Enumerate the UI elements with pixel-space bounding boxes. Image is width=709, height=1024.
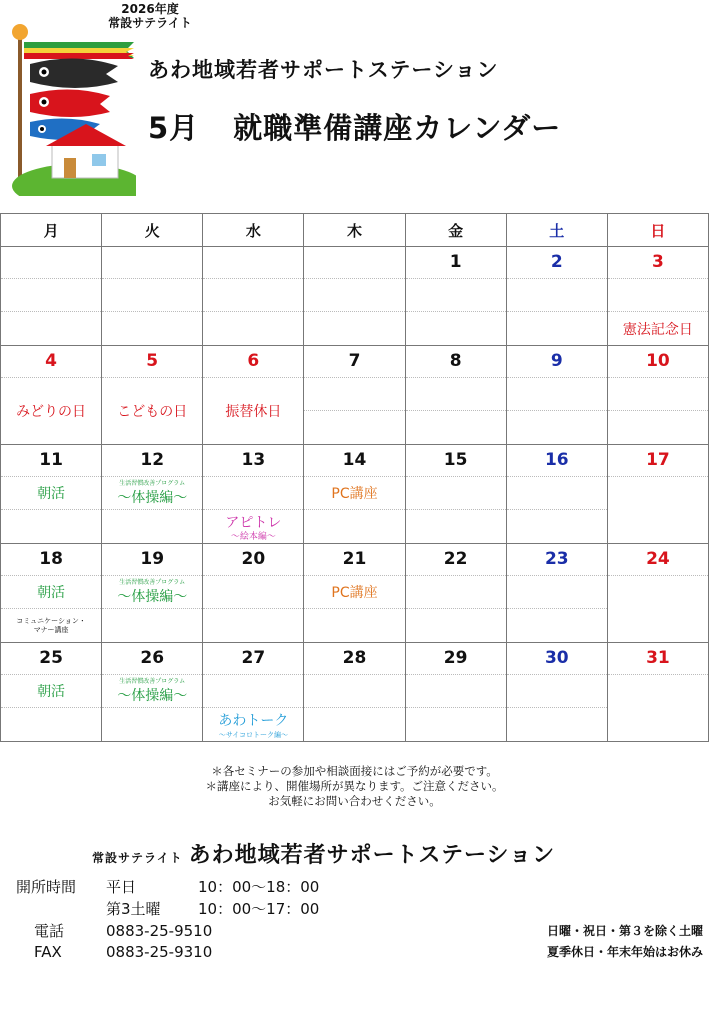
day-cell (203, 445, 304, 544)
day-cell (405, 445, 506, 544)
day-number: 23 (507, 544, 607, 576)
day-cell (102, 346, 203, 445)
day-cell (304, 247, 405, 346)
holiday-label: 振替休日 (225, 403, 282, 420)
day-number: 6 (203, 346, 303, 378)
note-line: お気軽にお問い合わせください。 (268, 794, 441, 808)
calendar-table (0, 213, 709, 742)
month-label: 5月 (148, 111, 200, 145)
day-cell (1, 346, 102, 445)
day-number: 24 (608, 544, 708, 576)
day-cell (607, 544, 708, 643)
note-line: ＊講座により、開催場所が異なります。ご注意ください。 (205, 779, 504, 793)
footer-org (92, 838, 555, 869)
event-taiso: ～体操編～ (117, 687, 188, 704)
calendar-week-5 (1, 643, 709, 742)
day-number: 7 (304, 346, 404, 378)
event-asakatsu: 朝活 (37, 585, 66, 601)
day-cell (506, 445, 607, 544)
day-cell (405, 643, 506, 742)
event-program-label: 生活習慣改善プログラム (119, 578, 186, 586)
closed-days-1: 日曜・祝日・第３を除く土曜 (546, 924, 703, 938)
event-communication-2: マナー講座 (33, 625, 69, 634)
weekday-hours: 10：00～18：00 (198, 878, 320, 896)
fax-number: 0883-25-9310 (106, 943, 213, 961)
event-apitore: アピトレ (225, 514, 282, 531)
day-number: 4 (1, 346, 101, 378)
event-taiso: ～体操編～ (117, 489, 188, 506)
holiday-label: こどもの日 (117, 403, 188, 420)
weekday-sat: 土 (506, 214, 607, 247)
day-number: 31 (608, 643, 708, 675)
day-number: 10 (608, 346, 708, 378)
day-cell (304, 346, 405, 445)
event-asakatsu: 朝活 (37, 486, 66, 502)
holiday-label: みどりの日 (16, 403, 87, 420)
closed-days-2: 夏季休日・年末年始はお休み (546, 945, 703, 959)
koinobori-illustration (6, 20, 136, 196)
event-asakatsu: 朝活 (37, 684, 66, 700)
event-program-label: 生活習慣改善プログラム (119, 677, 186, 685)
tel-label: 電話 (34, 922, 65, 940)
day-cell (405, 544, 506, 643)
day-cell (506, 643, 607, 742)
day-cell (607, 643, 708, 742)
day-cell (1, 643, 102, 742)
day-number: 29 (406, 643, 506, 675)
weekday-mon: 月 (1, 214, 102, 247)
day-cell (607, 346, 708, 445)
day-number (203, 247, 303, 279)
day-number (102, 247, 202, 279)
year-text: 2026年度 (121, 2, 179, 16)
saturday-label: 第3土曜 (106, 900, 161, 918)
day-number: 8 (406, 346, 506, 378)
weekday-thu: 木 (304, 214, 405, 247)
day-number (1, 247, 101, 279)
calendar-week-1 (1, 247, 709, 346)
day-cell (102, 643, 203, 742)
event-taiso: ～体操編～ (117, 588, 188, 605)
day-number: 27 (203, 643, 303, 675)
day-number: 17 (608, 445, 708, 477)
day-number: 2 (507, 247, 607, 279)
event-pc: PC講座 (331, 486, 378, 502)
day-number: 25 (1, 643, 101, 675)
day-cell (1, 247, 102, 346)
calendar-week-3 (1, 445, 709, 544)
day-cell (304, 544, 405, 643)
weekday-wed: 水 (203, 214, 304, 247)
day-number: 18 (1, 544, 101, 576)
day-cell (607, 445, 708, 544)
day-cell (203, 643, 304, 742)
footer-org-name: あわ地域若者サポートステーション (188, 843, 556, 868)
event-program-label: 生活習慣改善プログラム (119, 479, 186, 487)
tel-number[interactable]: 0883-25-9510 (106, 922, 213, 940)
holiday-label: 憲法記念日 (622, 321, 693, 338)
day-cell (102, 445, 203, 544)
day-number: 21 (304, 544, 404, 576)
org-name: あわ地域若者サポートステーション (148, 58, 499, 82)
day-cell (1, 445, 102, 544)
day-number: 13 (203, 445, 303, 477)
day-number: 14 (304, 445, 404, 477)
day-number: 20 (203, 544, 303, 576)
note-line: ＊各セミナーの参加や相談面接にはご予約が必要です。 (211, 764, 498, 778)
day-cell (607, 247, 708, 346)
weekday-header-row (1, 214, 709, 247)
day-number (304, 247, 404, 279)
day-cell (405, 346, 506, 445)
day-number: 11 (1, 445, 101, 477)
day-cell (304, 445, 405, 544)
day-number: 22 (406, 544, 506, 576)
day-cell (102, 247, 203, 346)
event-psycho: ～サイコロトーク編～ (218, 730, 288, 739)
day-cell (506, 247, 607, 346)
fax-label: FAX (34, 943, 62, 961)
saturday-hours: 10：00～17：00 (198, 900, 320, 918)
day-number: 26 (102, 643, 202, 675)
calendar-week-4 (1, 544, 709, 643)
day-cell (405, 247, 506, 346)
day-number: 15 (406, 445, 506, 477)
day-number: 1 (406, 247, 506, 279)
day-number: 3 (608, 247, 708, 279)
day-cell (304, 643, 405, 742)
day-number: 5 (102, 346, 202, 378)
event-ehon: ～絵本編～ (230, 531, 276, 542)
weekday-label: 平日 (106, 878, 137, 896)
hours-label: 開所時間 (16, 878, 77, 896)
footer-prefix: 常設サテライト (92, 851, 183, 865)
day-number: 12 (102, 445, 202, 477)
day-number: 28 (304, 643, 404, 675)
event-pc: PC講座 (331, 585, 378, 601)
calendar-week-2 (1, 346, 709, 445)
day-cell (1, 544, 102, 643)
event-communication-1: コミュニケーション・ (16, 616, 86, 625)
weekday-sun: 日 (607, 214, 708, 247)
weekday-fri: 金 (405, 214, 506, 247)
weekday-tue: 火 (102, 214, 203, 247)
page-title (148, 106, 561, 147)
notes-block (0, 764, 709, 809)
day-number: 30 (507, 643, 607, 675)
day-cell (203, 247, 304, 346)
day-number: 16 (507, 445, 607, 477)
day-cell (506, 346, 607, 445)
event-awatalk: あわトーク (218, 712, 289, 729)
title-label: 就職準備講座カレンダー (233, 111, 562, 145)
day-cell (203, 346, 304, 445)
day-number: 19 (102, 544, 202, 576)
satellite-text: 常設サテライト (108, 16, 192, 30)
day-cell (203, 544, 304, 643)
day-number: 9 (507, 346, 607, 378)
day-cell (102, 544, 203, 643)
day-cell (506, 544, 607, 643)
